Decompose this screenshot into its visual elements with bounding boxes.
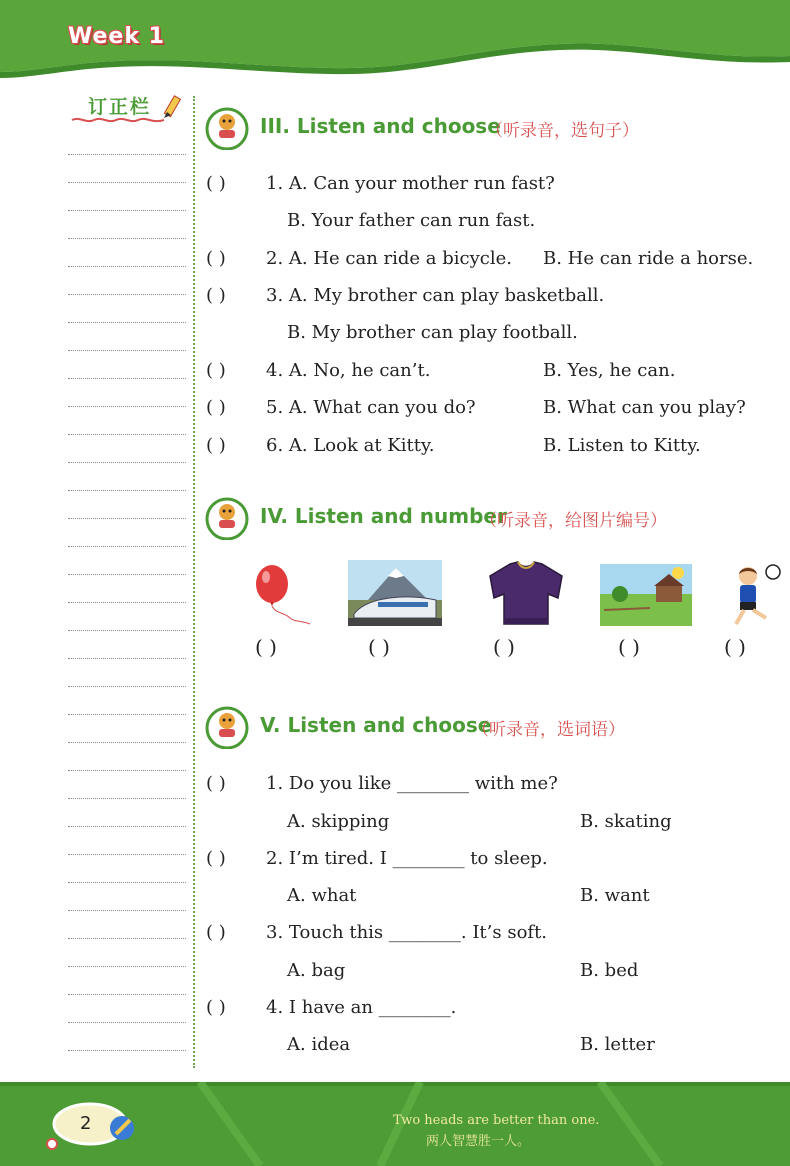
- squiggle-underline: [70, 114, 166, 126]
- pencil-icon: [160, 94, 186, 122]
- option-a: A. bag: [287, 960, 346, 981]
- question-text: 1. A. Can your mother run fast?: [266, 173, 555, 194]
- page-number: 2: [80, 1113, 92, 1134]
- balloon-icon: [250, 564, 314, 628]
- option-b: B. What can you play?: [543, 397, 746, 418]
- farm-icon: [600, 564, 692, 626]
- option-b: B. want: [580, 885, 650, 906]
- correction-line: [68, 714, 186, 715]
- correction-line: [68, 546, 186, 547]
- proverb-chinese: 两人智慧胜一人。: [426, 1134, 531, 1149]
- option-b: B. He can ride a horse.: [543, 248, 754, 269]
- correction-line: [68, 378, 186, 379]
- correction-line: [68, 938, 186, 939]
- answer-bracket[interactable]: ( ): [206, 360, 226, 381]
- question-text: 3. A. My brother can play basketball.: [266, 285, 605, 306]
- question-text: 2. I’m tired. I ________ to sleep.: [266, 848, 548, 869]
- correction-line: [68, 798, 186, 799]
- correction-line: [68, 770, 186, 771]
- correction-line: [68, 350, 186, 351]
- picture-answer-bracket[interactable]: ( ): [724, 635, 746, 659]
- correction-line: [68, 1022, 186, 1023]
- correction-line: [68, 826, 186, 827]
- mascot-icon: [204, 494, 250, 540]
- answer-bracket[interactable]: ( ): [206, 922, 226, 943]
- train-icon: [348, 560, 442, 626]
- question-text: 1. Do you like ________ with me?: [266, 773, 558, 794]
- sweater-icon: [488, 560, 564, 626]
- section-iv-subtitle: （听录音，给图片编号）: [480, 511, 667, 531]
- correction-line: [68, 742, 186, 743]
- section-iii-title: III. Listen and choose: [260, 114, 501, 138]
- correction-line: [68, 238, 186, 239]
- option-b: B. My brother can play football.: [287, 322, 578, 343]
- section-iii-subtitle: （听录音，选句子）: [486, 121, 639, 141]
- answer-bracket[interactable]: ( ): [206, 997, 226, 1018]
- picture-answer-bracket[interactable]: ( ): [493, 635, 515, 659]
- correction-line: [68, 966, 186, 967]
- correction-line: [68, 994, 186, 995]
- correction-line: [68, 882, 186, 883]
- question-text: 4. I have an ________.: [266, 997, 457, 1018]
- option-a: A. what: [287, 885, 357, 906]
- picture-answer-bracket[interactable]: ( ): [368, 635, 390, 659]
- section-v-subtitle: （听录音，选词语）: [472, 720, 625, 740]
- correction-line: [68, 490, 186, 491]
- answer-bracket[interactable]: ( ): [206, 397, 226, 418]
- correction-line: [68, 854, 186, 855]
- correction-line: [68, 406, 186, 407]
- correction-line: [68, 518, 186, 519]
- correction-line: [68, 910, 186, 911]
- correction-column-title: 订正栏: [88, 96, 152, 118]
- option-b: B. Your father can run fast.: [287, 210, 536, 231]
- picture-answer-bracket[interactable]: ( ): [618, 635, 640, 659]
- correction-line: [68, 462, 186, 463]
- option-b: B. skating: [580, 811, 672, 832]
- answer-bracket[interactable]: ( ): [206, 248, 226, 269]
- answer-bracket[interactable]: ( ): [206, 173, 226, 194]
- option-a: A. idea: [287, 1034, 351, 1055]
- correction-line: [68, 154, 186, 155]
- question-text: 5. A. What can you do?: [266, 397, 476, 418]
- correction-line: [68, 210, 186, 211]
- option-b: B. Listen to Kitty.: [543, 435, 701, 456]
- answer-bracket[interactable]: ( ): [206, 848, 226, 869]
- question-text: 2. A. He can ride a bicycle.: [266, 248, 512, 269]
- correction-line: [68, 658, 186, 659]
- question-text: 4. A. No, he can’t.: [266, 360, 431, 381]
- section-v-title: V. Listen and choose: [260, 713, 492, 737]
- boy-football-icon: [726, 560, 782, 628]
- mascot-icon: [204, 703, 250, 749]
- proverb-english: Two heads are better than one.: [393, 1113, 600, 1128]
- answer-bracket[interactable]: ( ): [206, 435, 226, 456]
- correction-line: [68, 630, 186, 631]
- correction-line: [68, 686, 186, 687]
- correction-line: [68, 434, 186, 435]
- week-label: Week 1: [68, 24, 165, 49]
- answer-bracket[interactable]: ( ): [206, 285, 226, 306]
- question-text: 3. Touch this ________. It’s soft.: [266, 922, 548, 943]
- correction-line: [68, 294, 186, 295]
- picture-answer-bracket[interactable]: ( ): [255, 635, 277, 659]
- correction-line: [68, 322, 186, 323]
- section-iv-title: IV. Listen and number: [260, 504, 507, 528]
- option-a: A. skipping: [287, 811, 390, 832]
- answer-bracket[interactable]: ( ): [206, 773, 226, 794]
- correction-line: [68, 602, 186, 603]
- correction-line: [68, 1050, 186, 1051]
- option-b: B. bed: [580, 960, 639, 981]
- correction-line: [68, 266, 186, 267]
- correction-line: [68, 574, 186, 575]
- mascot-icon: [204, 104, 250, 150]
- option-b: B. Yes, he can.: [543, 360, 676, 381]
- column-divider: [193, 96, 195, 1068]
- correction-line: [68, 182, 186, 183]
- option-b: B. letter: [580, 1034, 655, 1055]
- question-text: 6. A. Look at Kitty.: [266, 435, 435, 456]
